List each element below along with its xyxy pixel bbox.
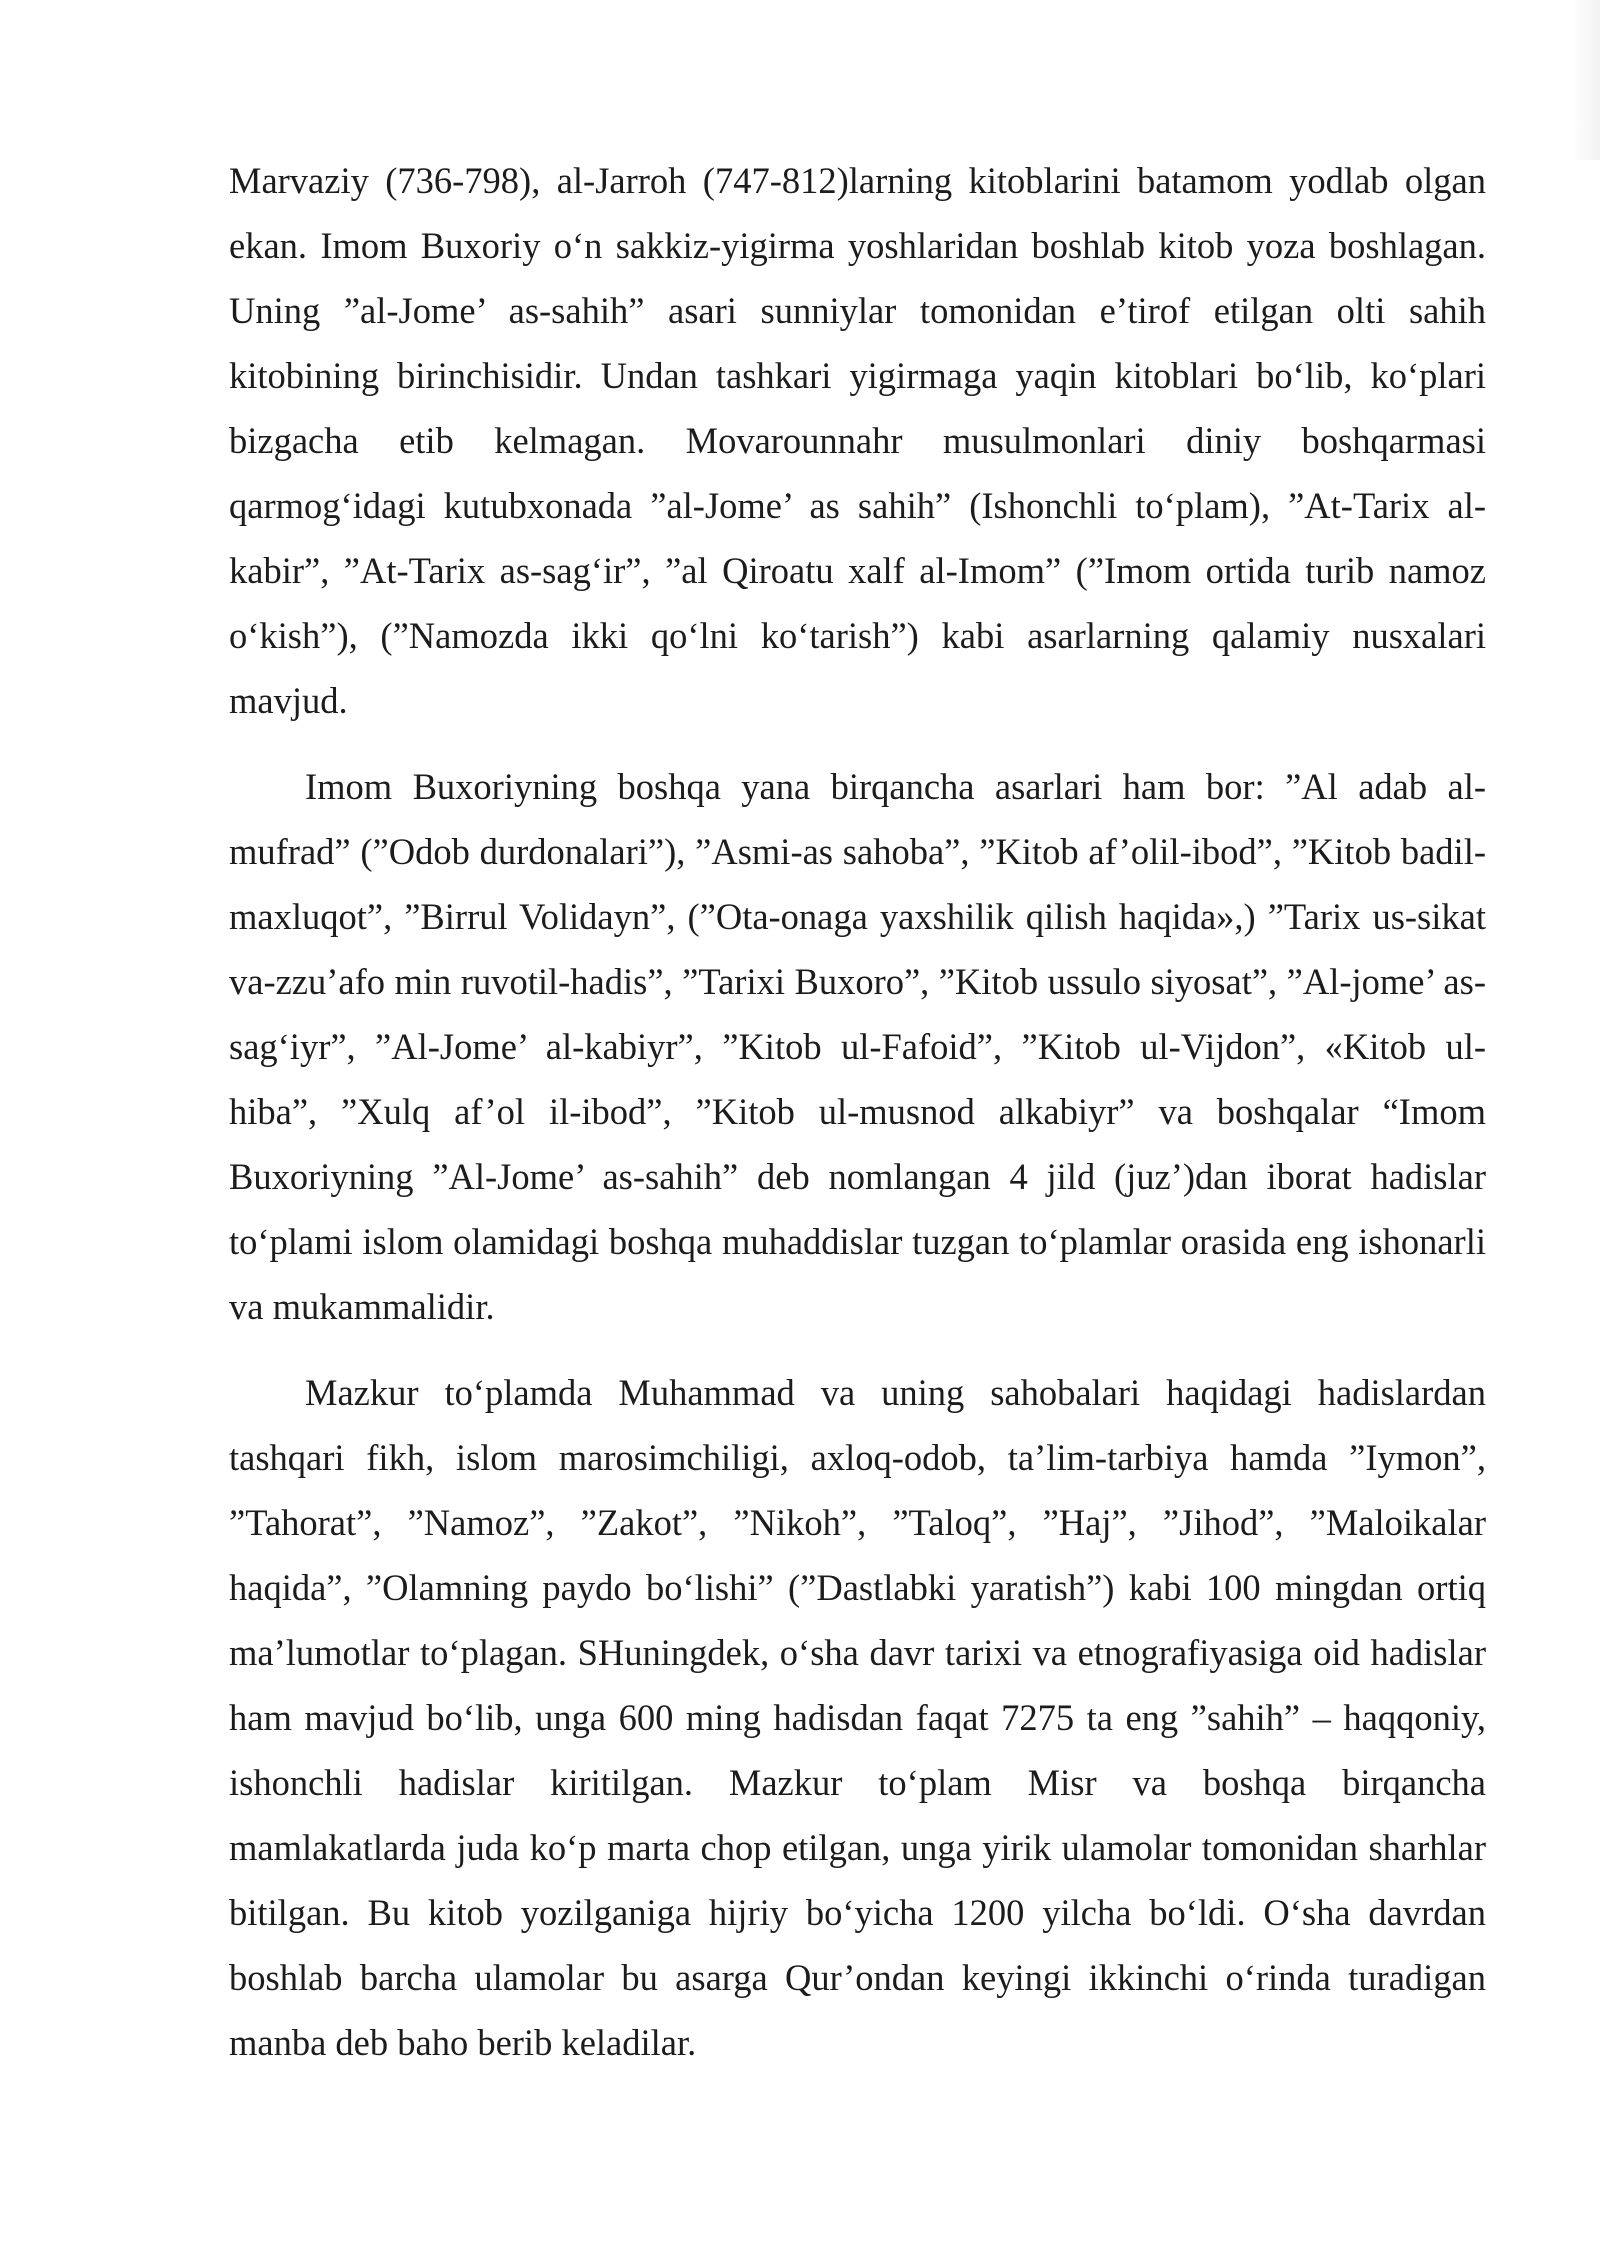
paragraph-3: Mazkur to‘plamda Muhammad va uning sahobalari haqidagi hadislardan tashqari fikh, islom marosimchiligi, axloq-odob, ta’lim-tarbiya hamda ”Iymon”, ”Tahorat”, ”Namoz”, ”Zakot”, ”Nikoh”, ”Taloq”, ”Haj”, ”Jihod”, ”Maloikalar haqida”, ”Olamning paydo bo‘lishi” (”Dastlabki yaratish”) kabi 100 mingdan ortiq ma’lumotlar to‘plagan. SHuningdek, o‘sha davr tarixi va etnografiyasiga oid hadislar ham mavjud bo‘lib, unga 600 ming hadisdan faqat 7275 ta eng ”sahih” – haqqoniy, ishonchli hadislar kiritilgan. Mazkur to‘plam Misr va boshqa birqancha mamlakatlarda juda ko‘p marta chop etilgan, unga yirik ulamolar tomonidan sharhlar bitilgan. Bu kitob yozilganiga hijriy bo‘yicha 1200 yilcha bo‘ldi. O‘sha davrdan boshlab barcha ulamolar bu asarga Qur’ondan keyingi ikkinchi o‘rinda turadigan manba deb baho berib keladilar. bbox=[229, 1372, 1486, 2063]
page-edge-shadow bbox=[1572, 0, 1600, 160]
body-text bbox=[229, 148, 1486, 2096]
paragraph-2: Imom Buxoriyning boshqa yana birqancha asarlari ham bor: ”Al adab al-mufrad” (”Odob durdonalari”), ”Asmi-as sahoba”, ”Kitob af’olil-ibod”, ”Kitob badil-maxluqot”, ”Birrul Volidayn”, (”Ota-onaga yaxshilik qilish haqida»,) ”Tarix us-sikat va-zzu’afo min ruvotil-hadis”, ”Tarixi Buxoro”, ”Kitob ussulo siyosat”, ”Al-jome’ as-sag‘iyr”, ”Al-Jome’ al-kabiyr”, ”Kitob ul-Fafoid”, ”Kitob ul-Vijdon”, «Kitob ul-hiba”, ”Xulq af’ol il-ibod”, ”Kitob ul-musnod alkabiyr” va boshqalar “Imom Buxoriyning ”Al-Jome’ as-sahih” deb nomlangan 4 jild (juz’)dan iborat hadislar to‘plami islom olamidagi boshqa muhaddislar tuzgan to‘plamlar orasida eng ishonarli va mukammalidir. bbox=[229, 766, 1486, 1327]
paragraph-1: Marvaziy (736-798), al-Jarroh (747-812)larning kitoblarini batamom yodlab olgan ekan. Imom Buxoriy o‘n sakkiz-yigirma yoshlaridan boshlab kitob yoza boshlagan. Uning ”al-Jome’ as-sahih” asari sunniylar tomonidan e’tirof etilgan olti sahih kitobining birinchisidir. Undan tashkari yigirmaga yaqin kitoblari bo‘lib, ko‘plari bizgacha etib kelmagan. Movarounnahr musulmonlari diniy boshqarmasi qarmog‘idagi kutubxonada ”al-Jome’ as sahih” (Ishonchli to‘plam), ”At-Tarix al-kabir”, ”At-Tarix as-sag‘ir”, ”al Qiroatu xalf al-Imom” (”Imom ortida turib namoz o‘kish”), (”Namozda ikki qo‘lni ko‘tarish”) kabi asarlarning qalamiy nusxalari mavjud. bbox=[229, 160, 1486, 721]
